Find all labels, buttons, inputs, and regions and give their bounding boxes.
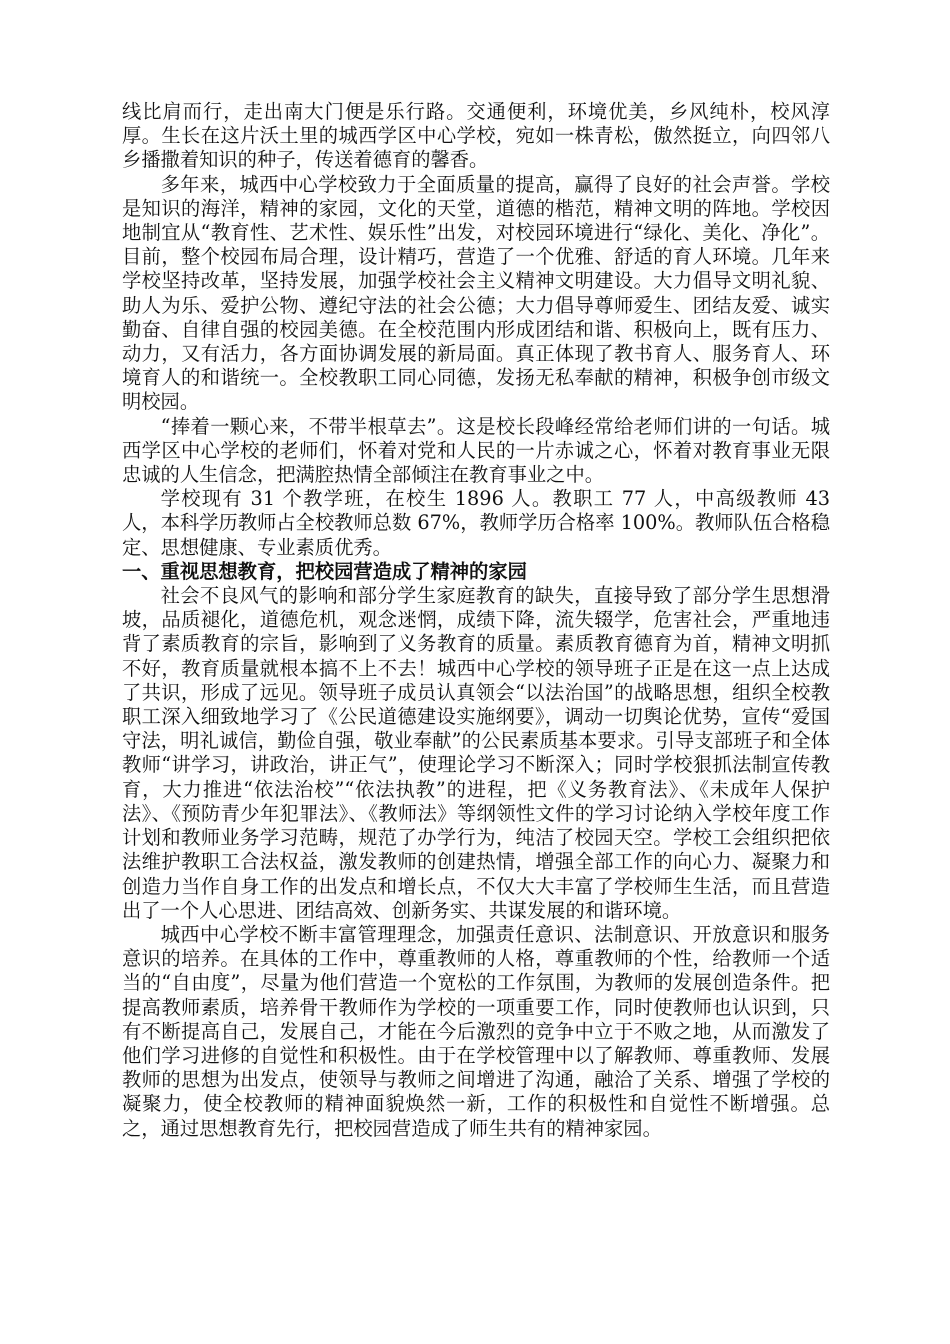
paragraph-quality: 多年来，城西中心学校致力于全面质量的提高，赢得了良好的社会声誉。学校是知识的海洋，精神的家园，文化的天堂，道德的楷范，精神文明的阵地。学校因地制宜从“教育性、艺术性、娱乐性”出发，对校园环境进行“绿化、美化、净化”。目前，整个校园布局合理，设计精巧，营造了一个优雅、舒适的育人环境。几年来学校坚持改革，坚持发展，加强学校社会主义精神文明建设。大力倡导文明礼貌、助人为乐、爱护公物、遵纪守法的社会公德；大力倡导尊师爱生、团结友爱、诚实勤奋、自律自强的校园美德。在全校范围内形成团结和谐、积极向上，既有压力、动力，又有活力，各方面协调发展的新局面。真正体现了教书育人、服务育人、环境育人的和谐统一。全校教职工同心同德，发扬无私奉献的精神，积极争创市级文明校园。 [122,172,830,414]
paragraph-ideological-education: 社会不良风气的影响和部分学生家庭教育的缺失，直接导致了部分学生思想滑坡，品质褪化，道德危机，观念迷惘，成绩下降，流失辍学，危害社会，严重地违背了素质教育的宗旨，影响到了义务教育的质量。素质教育德育为首，精神文明抓不好，教育质量就根本搞不上不去！城西中心学校的领导班子正是在这一点上达成了共识，形成了远见。领导班子成员认真领会“以法治国”的战略思想，组织全校教职工深入细致地学习了《公民道德建设实施纲要》，调动一切舆论优势，宣传“爱国守法，明礼诚信，勤俭自强，敬业奉献”的公民素质基本要求。引导支部班子和全体教师“讲学习，讲政治，讲正气”，使理论学习不断深入；同时学校狠抓法制宣传教育，大力推进“依法治校”“依法执教”的进程，把《义务教育法》、《未成年人保护法》、《预防青少年犯罪法》、《教师法》等纲领性文件的学习讨论纳入学校年度工作计划和教师业务学习范畴，规范了办学行为，纯洁了校园天空。学校工会组织把依法维护教职工合法权益，激发教师的创建热情，增强全部工作的向心力、凝聚力和创造力当作自身工作的出发点和增长点，不仅大大丰富了学校师生生活，而且营造出了一个人心思进、团结高效、创新务实、共谋发展的和谐环境。 [122,584,830,922]
paragraph-management: 城西中心学校不断丰富管理理念，加强责任意识、法制意识、开放意识和服务意识的培养。在具体的工作中，尊重教师的人格，尊重教师的个性，给教师一个适当的“自由度”，尽量为他们营造一个宽松的工作氛围，为教师的发展创造条件。把提高教师素质，培养骨干教师作为学校的一项重要工作，同时使教师也认识到，只有不断提高自己，发展自己，才能在今后激烈的竞争中立于不败之地，从而激发了他们学习进修的自觉性和积极性。由于在学校管理中以了解教师、尊重教师、发展教师的思想为出发点，使领导与教师之间增进了沟通，融洽了关系、增强了学校的凝聚力，使全校教师的精神面貌焕然一新，工作的积极性和自觉性不断增强。总之，通过思想教育先行，把校园营造成了师生共有的精神家园。 [122,922,830,1140]
paragraph-intro: 线比肩而行，走出南大门便是乐行路。交通便利，环境优美，乡风纯朴，校风淳厚。生长在这片沃土里的城西学区中心学校，宛如一株青松，傲然挺立，向四邻八乡播撒着知识的种子，传送着德育的馨香。 [122,100,830,172]
document-page [122,100,830,1141]
paragraph-motto: “捧着一颗心来，不带半根草去”。这是校长段峰经常给老师们讲的一句话。城西学区中心学校的老师们，怀着对党和人民的一片赤诚之心，怀着对教育事业无限忠诚的人生信念，把满腔热情全部倾注在教育事业之中。 [122,414,830,487]
section-heading: 一、重视思想教育，把校园营造成了精神的家园 [122,559,527,583]
paragraph-statistics: 学校现有 31 个教学班，在校生 1896 人。教职工 77 人，中高级教师 43 人，本科学历教师占全校教师总数 67%，教师学历合格率 100%。教师队伍合格稳定、思想健康、专业素质优秀。 [122,487,830,559]
